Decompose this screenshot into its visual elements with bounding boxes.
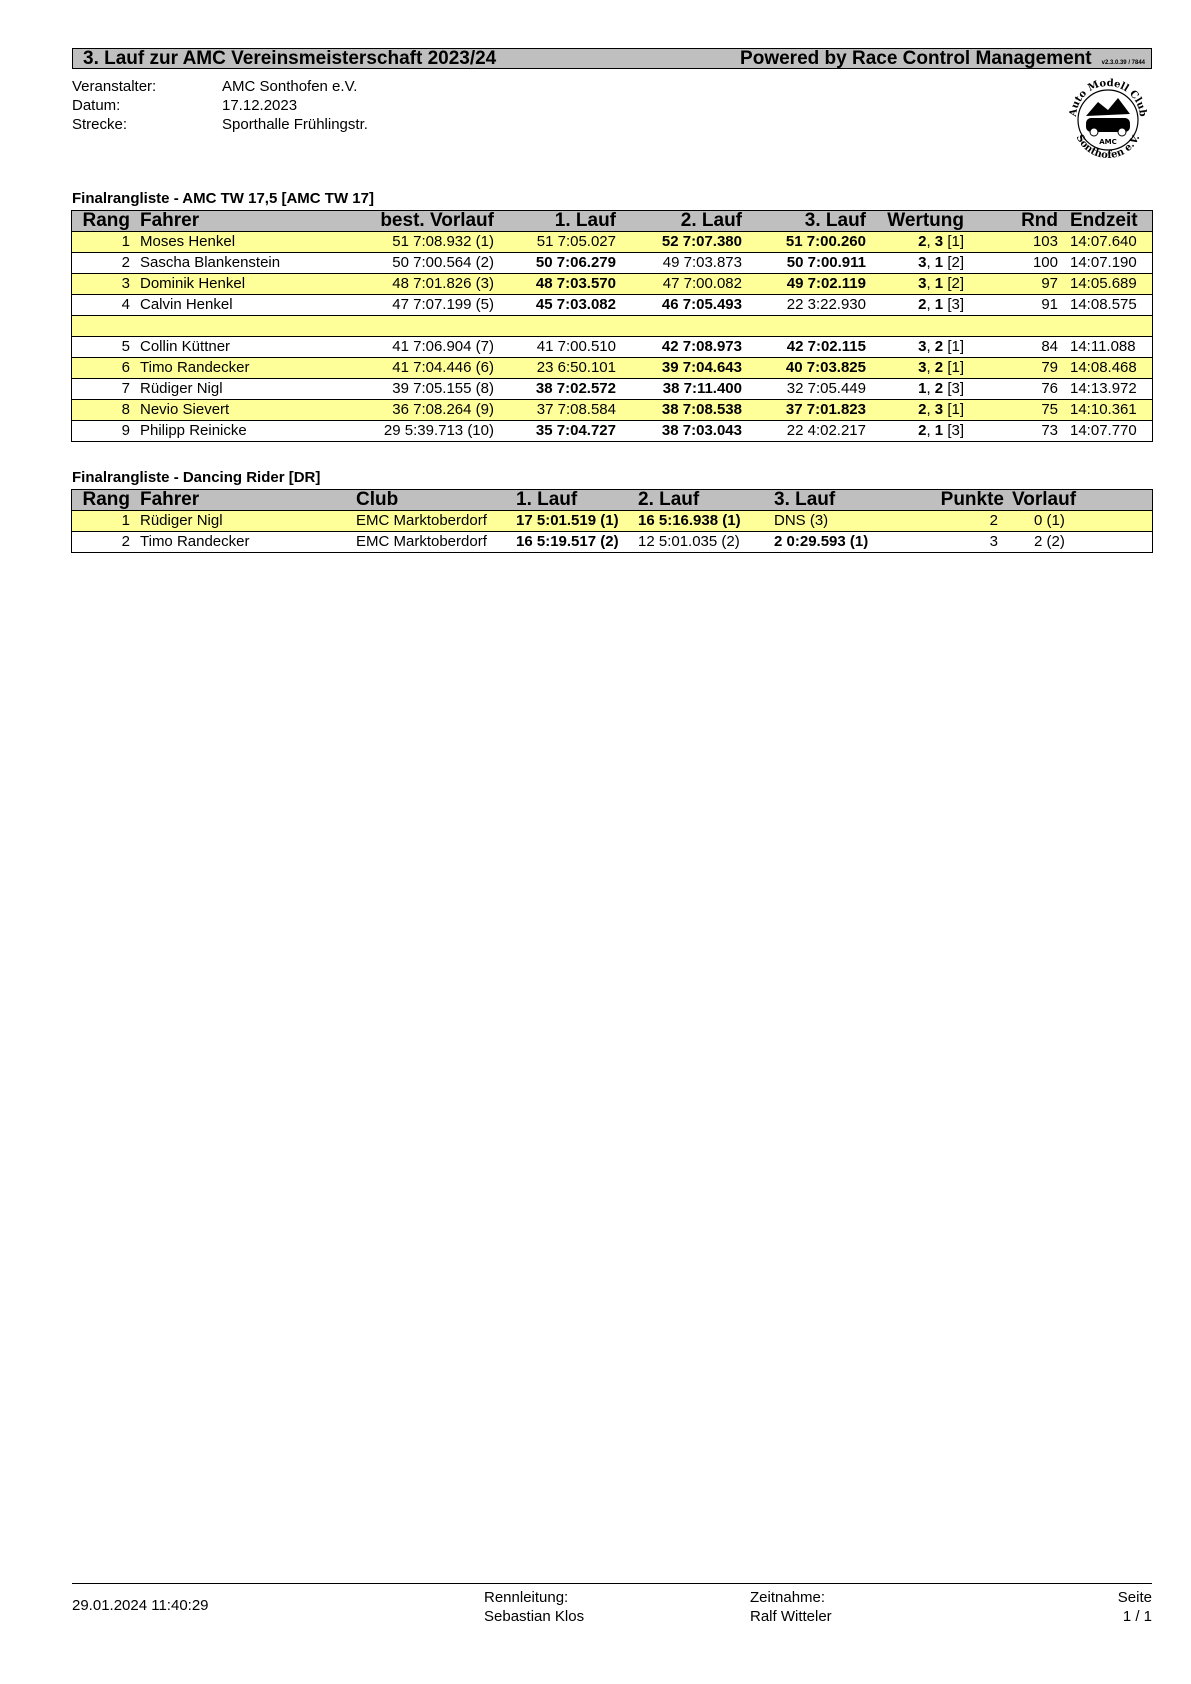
wertung-bracket: [2] [947,275,964,292]
table-row [72,337,1152,358]
endzeit-cell: 14:11.088 [1058,337,1152,358]
lauf3-cell: 22 4:02.217 [786,422,866,439]
lauf1-cell: 51 7:05.027 [494,232,616,253]
table-row [72,532,1152,553]
table-row [72,379,1152,400]
lauf2-cell: 52 7:07.380 [616,232,742,253]
lauf3-cell: DNS (3) [774,511,914,532]
lauf1-cell: 45 7:03.082 [494,295,616,316]
col-rnd: Rnd [964,211,1058,232]
wertung-cell: 2, 3 [1] [866,400,964,421]
lauf1-cell: 37 7:08.584 [494,400,616,421]
lauf3-cell: 42 7:02.115 [742,337,866,358]
rang-cell: 1 [72,232,130,253]
rang-cell: 7 [72,379,130,400]
wertung-first: 3 [918,359,927,376]
wertung-first: 1 [918,380,927,397]
rang-cell: 5 [72,337,130,358]
fahrer-cell: Philipp Reinicke [140,422,247,439]
lauf2-cell: 12 5:01.035 (2) [638,533,740,550]
wertung-first: 3 [918,275,927,292]
col-endzeit: Endzeit [1058,211,1152,232]
endzeit-cell: 14:10.361 [1058,400,1152,421]
page-number [1118,1588,1152,1626]
wertung-bracket: [2] [947,254,964,271]
vorlauf-cell: 41 7:06.904 (7) [330,337,494,358]
wertung-second: 3 [934,401,944,418]
rang-cell: 3 [72,274,130,295]
fahrer-cell: Sascha Blankenstein [130,253,330,274]
lauf1-cell: 35 7:04.727 [535,422,616,439]
wertung-first: 2 [918,401,927,418]
fahrer-cell: Timo Randecker [140,533,250,550]
wertung-cell: 3, 1 [2] [866,253,964,274]
organizer-label: Veranstalter: [72,78,157,95]
rang-cell: 2 [121,533,130,550]
event-meta [72,77,1152,134]
fahrer-cell: Dominik Henkel [130,274,330,295]
lauf1-cell: 16 5:19.517 (2) [516,533,619,550]
rnd-cell: 97 [964,274,1058,295]
logo-bottom-text: Sonthofen e.V. [1073,133,1143,162]
lauf2-cell: 46 7:05.493 [616,295,742,316]
wertung-second: 3 [934,233,944,250]
table-row [72,400,1152,421]
wertung-bracket: [3] [947,422,964,439]
organizer-value: AMC Sonthofen e.V. [222,78,358,95]
lauf2-cell: 38 7:03.043 [661,422,742,439]
club-logo [1064,74,1152,162]
results-table-tw17 [72,211,1152,441]
col-club: Club [356,490,506,511]
col-best-vorlauf: best. Vorlauf [330,211,494,232]
col-punkte: Punkte [914,490,1004,511]
title-bar [72,48,1152,69]
fahrer-cell: Calvin Henkel [130,295,330,316]
version-label: v2.3.0.39 / 7844 [1101,59,1145,66]
wertung-second: 2 [934,338,944,355]
wertung-cell: 2, 1 [3] [866,295,964,316]
lauf3-cell: 22 3:22.930 [742,295,866,316]
wertung-first: 3 [918,338,927,355]
wertung-second: 2 [934,359,944,376]
page-label: Seite [1117,1589,1152,1606]
race-director-label: Rennleitung: [484,1589,569,1606]
lauf2-cell: 38 7:08.538 [616,400,742,421]
wertung-bracket: [1] [947,359,964,376]
wertung-cell: 2, 3 [1] [866,232,964,253]
table1-header-row [72,211,1152,232]
lauf3-cell: 37 7:01.823 [742,400,866,421]
wertung-bracket: [1] [947,401,964,418]
wertung-bracket: [1] [947,233,964,250]
wertung-cell: 2, 1 [3] [918,422,964,439]
print-timestamp: 29.01.2024 11:40:29 [72,1597,209,1614]
table-row [72,274,1152,295]
lauf1-cell: 48 7:03.570 [494,274,616,295]
vorlauf-cell: 47 7:07.199 (5) [330,295,494,316]
page-footer [72,1583,1152,1625]
lauf2-cell: 49 7:03.873 [616,253,742,274]
timekeeper-name: Ralf Witteler [750,1608,832,1625]
vorlauf-cell: 36 7:08.264 (9) [330,400,494,421]
lauf3-cell: 32 7:05.449 [742,379,866,400]
table1-title: Finalrangliste - AMC TW 17,5 [AMC TW 17] [72,190,374,207]
date-label: Datum: [72,97,121,114]
wertung-second: 1 [934,254,944,271]
wertung-second: 1 [934,275,944,292]
results-table-dr [72,490,1152,552]
rang-cell: 1 [72,511,130,532]
wertung-cell: 3, 2 [1] [866,358,964,379]
table2-title: Finalrangliste - Dancing Rider [DR] [72,469,321,486]
lauf2-cell: 39 7:04.643 [616,358,742,379]
lauf2-cell: 16 5:16.938 (1) [638,511,774,532]
lauf1-cell: 17 5:01.519 (1) [506,511,638,532]
rnd-cell: 75 [964,400,1058,421]
col-lauf3: 3. Lauf [742,211,866,232]
endzeit-cell: 14:08.575 [1058,295,1152,316]
lauf3-cell: 49 7:02.119 [742,274,866,295]
vorlauf-cell: 51 7:08.932 (1) [330,232,494,253]
vorlauf-cell: 39 7:05.155 (8) [330,379,494,400]
vorlauf-cell: 41 7:04.446 (6) [330,358,494,379]
rang-cell: 9 [121,422,130,439]
endzeit-cell: 14:07.190 [1058,253,1152,274]
race-director-name: Sebastian Klos [484,1608,585,1625]
table-row [72,232,1152,253]
rnd-cell: 84 [964,337,1058,358]
endzeit-cell: 14:07.640 [1058,232,1152,253]
endzeit-cell: 14:05.689 [1058,274,1152,295]
event-title: 3. Lauf zur AMC Vereinsmeisterschaft 2023/24 [83,47,497,69]
endzeit-cell: 14:13.972 [1058,379,1152,400]
wertung-bracket: [3] [947,380,964,397]
wertung-cell: 3, 1 [2] [866,274,964,295]
wertung-cell: 3, 2 [1] [866,337,964,358]
rnd-cell: 73 [1041,422,1058,439]
date-value: 17.12.2023 [222,97,298,114]
rnd-cell: 76 [964,379,1058,400]
vorlauf-cell: 0 (1) [1004,511,1152,532]
col-rang: Rang [72,490,130,511]
rnd-cell: 79 [964,358,1058,379]
fahrer-cell: Moses Henkel [130,232,330,253]
fahrer-cell: Timo Randecker [130,358,330,379]
table2-header-row [72,490,1152,511]
col-rang: Rang [72,211,130,232]
table-row [72,421,1152,442]
vorlauf-cell: 2 (2) [1034,533,1065,550]
wertung-first: 2 [918,422,927,439]
fahrer-cell: Rüdiger Nigl [130,511,356,532]
club-cell: EMC Marktoberdorf [356,511,506,532]
lauf2-cell: 47 7:00.082 [616,274,742,295]
fahrer-cell: Nevio Sievert [130,400,330,421]
endzeit-cell: 14:07.770 [1070,422,1137,439]
track-label: Strecke: [72,116,128,133]
lauf1-cell: 50 7:06.279 [494,253,616,274]
table-spacer-row [72,316,1152,337]
col-lauf3: 3. Lauf [774,490,914,511]
vorlauf-cell: 50 7:00.564 (2) [330,253,494,274]
results-page [72,48,1152,552]
race-director [484,1588,584,1626]
wertung-second: 2 [934,380,944,397]
rnd-cell: 103 [964,232,1058,253]
lauf1-cell: 23 6:50.101 [494,358,616,379]
col-fahrer: Fahrer [130,490,356,511]
endzeit-cell: 14:08.468 [1058,358,1152,379]
rnd-cell: 100 [964,253,1058,274]
punkte-cell: 3 [989,533,998,550]
lauf2-cell: 42 7:08.973 [616,337,742,358]
lauf3-cell: 51 7:00.260 [742,232,866,253]
wertung-cell: 1, 2 [3] [866,379,964,400]
lauf3-cell: 40 7:03.825 [742,358,866,379]
wertung-bracket: [3] [947,296,964,313]
table-row [72,358,1152,379]
rang-cell: 8 [72,400,130,421]
lauf1-cell: 38 7:02.572 [494,379,616,400]
timekeeper [750,1588,832,1626]
vorlauf-cell: 29 5:39.713 (10) [383,422,494,439]
col-lauf1: 1. Lauf [494,211,616,232]
vorlauf-cell: 48 7:01.826 (3) [330,274,494,295]
fahrer-cell: Collin Küttner [130,337,330,358]
table-row [72,295,1152,316]
wertung-first: 2 [918,233,927,250]
punkte-cell: 2 [914,511,1004,532]
lauf1-cell: 41 7:00.510 [494,337,616,358]
rnd-cell: 91 [964,295,1058,316]
club-cell: EMC Marktoberdorf [356,533,487,550]
rang-cell: 6 [72,358,130,379]
page-value: 1 / 1 [1122,1608,1152,1625]
wertung-bracket: [1] [947,338,964,355]
wertung-second: 1 [934,296,944,313]
col-fahrer: Fahrer [130,211,330,232]
col-vorlauf: Vorlauf [1004,490,1152,511]
logo-top-text: Auto Modell Club [1067,77,1149,118]
timekeeper-label: Zeitnahme: [750,1589,826,1606]
powered-by: Powered by Race Control Management [740,47,1092,69]
table-row [72,511,1152,532]
col-lauf1: 1. Lauf [506,490,638,511]
table-row [72,253,1152,274]
rang-cell: 2 [72,253,130,274]
fahrer-cell: Rüdiger Nigl [130,379,330,400]
wertung-first: 3 [918,254,927,271]
lauf3-cell: 50 7:00.911 [742,253,866,274]
spacer-cell [72,316,1152,337]
rang-cell: 4 [72,295,130,316]
lauf2-cell: 38 7:11.400 [616,379,742,400]
logo-mid-text: AMC [1099,138,1117,146]
col-lauf2: 2. Lauf [638,490,774,511]
track-value: Sporthalle Frühlingstr. [222,116,368,133]
col-wertung: Wertung [866,211,964,232]
lauf3-cell: 2 0:29.593 (1) [774,533,869,550]
wertung-second: 1 [934,422,944,439]
wertung-first: 2 [918,296,927,313]
col-lauf2: 2. Lauf [616,211,742,232]
